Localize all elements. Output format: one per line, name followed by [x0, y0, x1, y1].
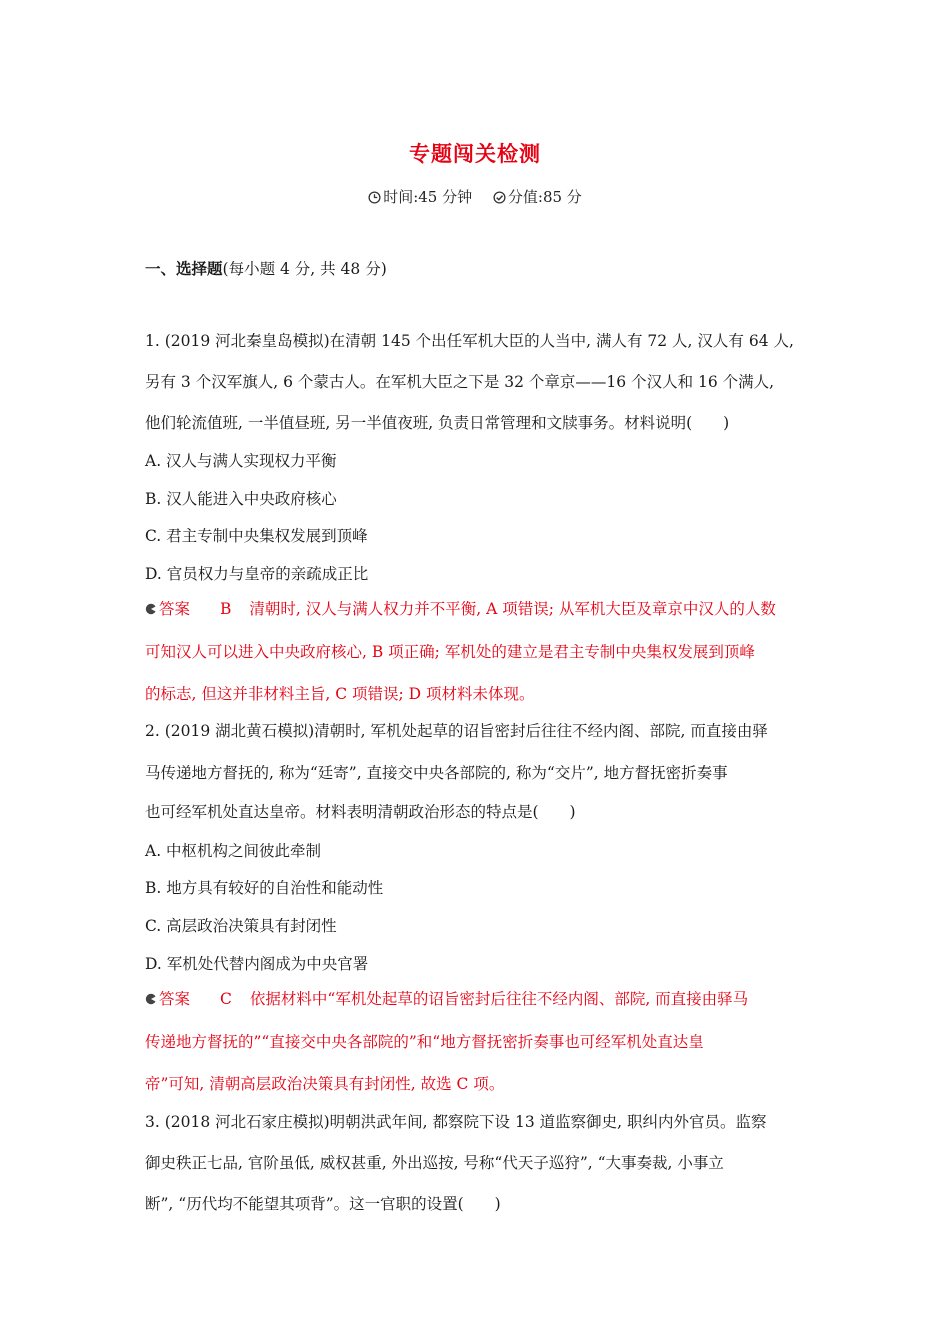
q2-answer: [145, 989, 748, 1009]
q1-stem-line: 另有 3 个汉军旗人, 6 个蒙古人。在军机大臣之下是 32 个章京——16 个汉人和 16 个满人,: [145, 373, 775, 391]
time-text: 时间:45 分钟: [383, 188, 473, 206]
q2-option-b: B. 地方具有较好的自治性和能动性: [145, 879, 384, 897]
section-rest: (每小题 4 分, 共 48 分): [222, 260, 387, 278]
q2-option-a: A. 中枢机构之间彼此牵制: [145, 842, 322, 860]
exam-meta: [0, 186, 950, 207]
answer-icon: [145, 603, 157, 615]
check-circle-icon: [493, 191, 506, 204]
q1-answer-letter: B: [220, 600, 232, 618]
q2-option-c: C. 高层政治决策具有封闭性: [145, 917, 337, 935]
q2-stem-line: 马传递地方督抚的, 称为“廷寄”, 直接交中央各部院的, 称为“交片”, 地方督抚密折奏事: [145, 764, 728, 782]
q2-stem-line: 2. (2019 湖北黄石模拟)清朝时, 军机处起草的诏旨密封后往往不经内阁、部院, 而直接由驿: [145, 722, 768, 740]
q1-answer-line: 可知汉人可以进入中央政府核心, B 项正确; 军机处的建立是君主专制中央集权发展到顶峰: [145, 643, 755, 661]
clock-icon: [368, 191, 381, 204]
q2-answer-line: 帝”可知, 清朝高层政治决策具有封闭性, 故选 C 项。: [145, 1075, 505, 1093]
q1-stem-line: 他们轮流值班, 一半值昼班, 另一半值夜班, 负责日常管理和文牍事务。材料说明( ): [145, 414, 730, 432]
section-heading: [145, 259, 387, 279]
q1-option-d: D. 官员权力与皇帝的亲疏成正比: [145, 565, 369, 583]
q1-answer-label: 答案: [159, 600, 191, 618]
q1-answer-line: 的标志, 但这并非材料主旨, C 项错误; D 项材料未体现。: [145, 685, 535, 703]
q2-answer-label: 答案: [159, 990, 191, 1008]
q3-stem-line: 御史秩正七品, 官阶虽低, 威权甚重, 外出巡按, 号称“代天子巡狩”, “大事奏裁, 小事立: [145, 1154, 724, 1172]
q2-answer-letter: C: [220, 990, 232, 1008]
q2-answer-text: 依据材料中“军机处起草的诏旨密封后往往不经内阁、部院, 而直接由驿马: [249, 990, 749, 1008]
q2-stem-line: 也可经军机处直达皇帝。材料表明清朝政治形态的特点是( ): [145, 803, 576, 821]
answer-icon: [145, 993, 157, 1005]
score-text: 分值:85 分: [507, 188, 582, 206]
q1-option-a: A. 汉人与满人实现权力平衡: [145, 452, 337, 470]
time-info: [368, 186, 472, 207]
q3-stem-line: 断”, “历代均不能望其项背”。这一官职的设置( ): [145, 1195, 501, 1213]
q3-stem-line: 3. (2018 河北石家庄模拟)明朝洪武年间, 都察院下设 13 道监察御史, 职纠内外官员。监察: [145, 1113, 767, 1131]
section-label: 一、选择题: [145, 260, 223, 278]
q1-option-b: B. 汉人能进入中央政府核心: [145, 490, 337, 508]
score-info: [493, 186, 582, 207]
q1-answer: [145, 599, 776, 619]
q1-stem-line: 1. (2019 河北秦皇岛模拟)在清朝 145 个出任军机大臣的人当中, 满人有 72 人, 汉人有 64 人,: [145, 332, 794, 350]
q1-option-c: C. 君主专制中央集权发展到顶峰: [145, 527, 368, 545]
page-title: 专题闯关检测: [409, 142, 541, 166]
q1-answer-text: 清朝时, 汉人与满人权力并不平衡, A 项错误; 从军机大臣及章京中汉人的人数: [249, 600, 776, 618]
q2-answer-line: 传递地方督抚的”“直接交中央各部院的”和“地方督抚密折奏事也可经军机处直达皇: [145, 1033, 704, 1051]
q2-option-d: D. 军机处代替内阁成为中央官署: [145, 955, 369, 973]
